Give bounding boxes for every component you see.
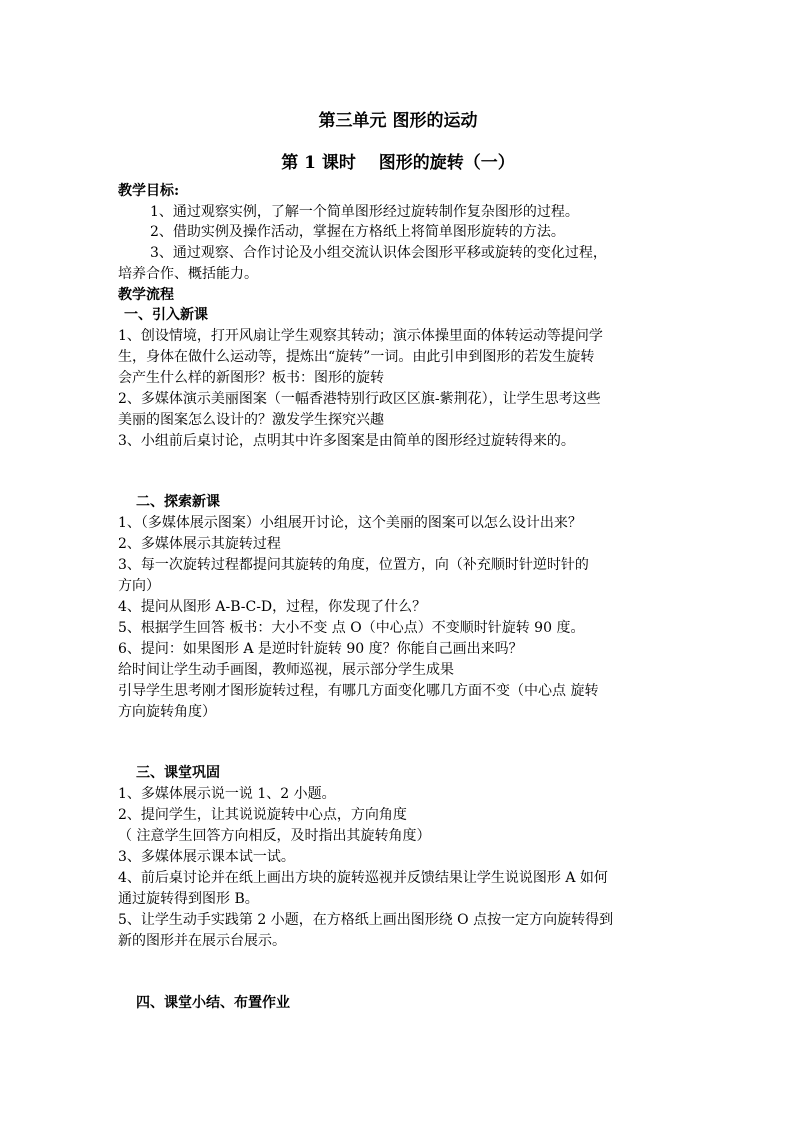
body-line: 会产生什么样的新图形？板书：图形的旋转 [118,370,384,386]
body-line: 1、多媒体展示说一说 1、2 小题。 [118,786,336,802]
section-heading: 一、引入新课 [124,307,208,323]
body-line: 引导学生思考刚才图形旋转过程，有哪几方面变化哪几方面不变（中心点 旋转 [118,683,599,699]
body-line: 3、每一次旋转过程都提问其旋转的角度，位置方，向（补充顺时针逆时针的 [118,557,589,573]
objectives-heading: 教学目标: [118,183,180,199]
process-heading: 教学流程 [118,287,174,303]
body-line: 2、多媒体展示其旋转过程 [118,536,281,552]
unit-title: 第三单元 图形的运动 [318,111,478,131]
body-line: 1、创设情境，打开风扇让学生观察其转动；演示体操里面的体转运动等提问学 [118,328,603,344]
body-line: 5、让学生动手实践第 2 小题，在方格纸上画出图形绕 O 点按一定方向旋转得到 [118,912,614,928]
objective-line: 3、通过观察、合作讨论及小组交流认识体会图形平移或旋转的变化过程， [150,245,607,261]
body-line: 方向） [118,578,160,594]
body-line: 4、前后桌讨论并在纸上画出方块的旋转巡视并反馈结果让学生说说图形 A 如何 [118,870,608,886]
body-line: 新的图形并在展示台展示。 [118,933,286,949]
body-line: 4、提问从图形 A-B-C-D，过程，你发现了什么？ [118,599,427,615]
body-line: 3、小组前后桌讨论，点明其中许多图案是由简单的图形经过旋转得来的。 [118,433,575,449]
objective-line: 1、通过观察实例，了解一个简单图形经过旋转制作复杂图形的过程。 [150,204,579,220]
body-line: 2、提问学生，让其说说旋转中心点，方向角度 [118,807,407,823]
body-line: 通过旋转得到图形 B。 [118,891,259,907]
body-line: （ 注意学生回答方向相反，及时指出其旋转角度） [118,828,431,844]
body-line: 3、多媒体展示课本试一试。 [118,849,295,865]
objective-line: 培养合作、概括能力。 [118,266,258,282]
body-line: 6、提问：如果图形 A 是逆时针旋转 90 度？你能自己画出来吗？ [118,641,523,657]
section-heading: 二、探索新课 [136,494,220,510]
section-heading: 四、课堂小结、布置作业 [136,995,290,1011]
body-line: 1、（多媒体展示图案）小组展开讨论，这个美丽的图案可以怎么设计出来？ [118,515,582,531]
body-line: 2、多媒体演示美丽图案（一幅香港特别行政区区旗-紫荆花），让学生思考这些 [118,391,601,407]
body-line: 给时间让学生动手画图，教师巡视，展示部分学生成果 [118,662,454,678]
body-line: 生，身体在做什么运动等，提炼出“旋转”一词。由此引申到图形的若发生旋转 [118,349,595,365]
objective-line: 2、借助实例及操作活动，掌握在方格纸上将简单图形旋转的方法。 [150,224,565,240]
lesson-title: 第 1 课时 图形的旋转（一） [281,153,515,173]
section-heading: 三、课堂巩固 [136,765,220,781]
body-line: 方向旋转角度） [118,704,216,720]
body-line: 5、根据学生回答 板书：大小不变 点 O（中心点）不变顺时针旋转 90 度。 [118,620,585,636]
body-line: 美丽的图案怎么设计的？激发学生探究兴趣 [118,412,384,428]
